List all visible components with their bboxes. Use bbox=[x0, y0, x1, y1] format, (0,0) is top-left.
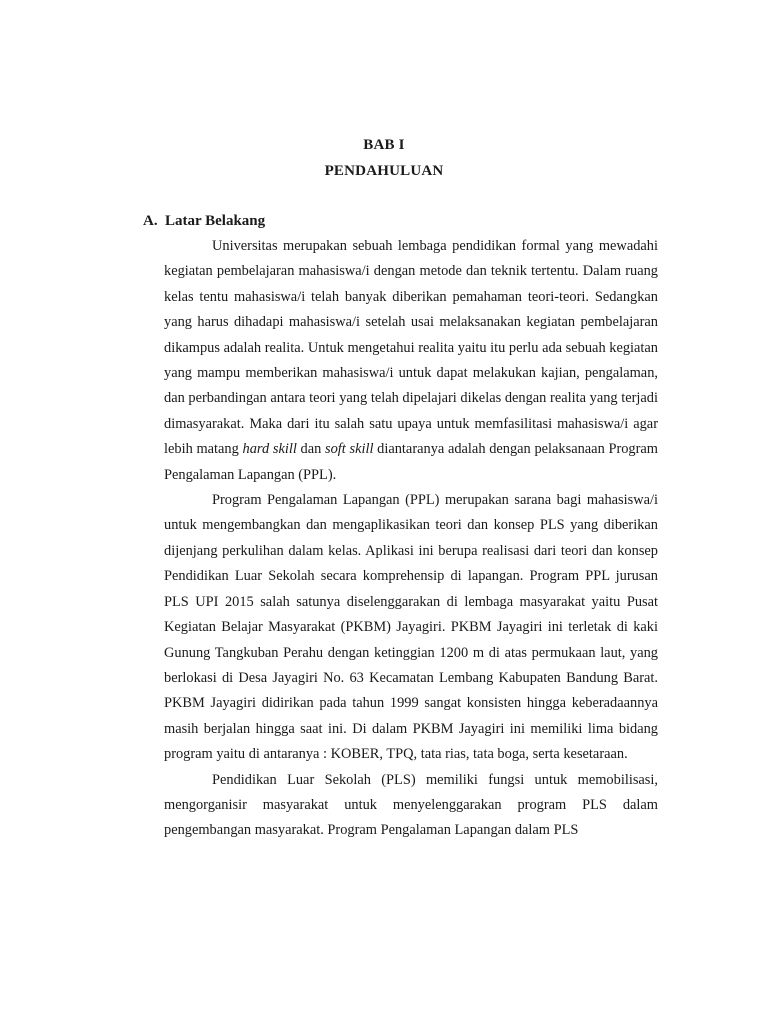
paragraph-2: Program Pengalaman Lapangan (PPL) merupakan sarana bagi mahasiswa/i untuk mengembangkan dan mengaplikasikan teori dan konsep PLS yang diberikan dijenjang perkulihan dalam kelas. Aplikasi ini berupa realisasi dari teori dan konsep Pendidikan Luar Sekolah secara komprehensip di lapangan. Program PPL jurusan PLS UPI 2015 salah satunya diselenggarakan di lembaga masyarakat yaitu Pusat Kegiatan Belajar Masyarakat (PKBM) Jayagiri. PKBM Jayagiri ini terletak di kaki Gunung Tangkuban Perahu dengan ketinggian 1200 m di atas permukaan laut, yang berlokasi di Desa Jayagiri No. 63 Kecamatan Lembang Kabupaten Bandung Barat. PKBM Jayagiri didirikan pada tahun 1999 sangat konsisten hingga keberadaannya masih berjalan hingga saat ini. Di dalam PKBM Jayagiri ini memiliki lima bidang program yaitu di antaranya : KOBER, TPQ, tata rias, tata boga, serta kesetaraan. bbox=[164, 492, 658, 763]
paragraph-3: Pendidikan Luar Sekolah (PLS) memiliki fungsi untuk memobilisasi, mengorganisir masyarakat untuk menyelenggarakan program PLS dalam pengembangan masyarakat. Program Pengalaman Lapangan dalam PLS bbox=[164, 771, 658, 839]
paragraph-1-text-a: Universitas merupakan sebuah lembaga pendidikan formal yang mewadahi kegiatan pembelajaran mahasiswa/i dengan metode dan teknik tertentu. Dalam ruang kelas tentu mahasiswa/i telah banyak diberikan pemahaman teori-teori. Sedangkan yang harus dihadapi mahasiswa/i setelah usai melaksanakan kegiatan pembelajaran dikampus adalah realita. Untuk mengetahui realita yaitu itu perlu ada sebuah kegiatan yang mampu memberikan mahasiswa/i untuk dapat melakukan kajian, pengalaman, dan perbandingan antara teori yang telah dipelajari dikelas dengan realita yang terjadi dimasyarakat. Maka dari itu salah satu upaya untuk memfasilitasi mahasiswa/i agar lebih matang bbox=[164, 238, 658, 458]
paragraph-1-text-c: diantaranya adalah dengan pelaksanaan Program Pengalaman Lapangan (PPL). bbox=[164, 441, 659, 483]
chapter-number: BAB I bbox=[363, 137, 405, 153]
soft-skill-term: soft skill bbox=[325, 441, 374, 458]
chapter-title: PENDAHULUAN bbox=[324, 163, 444, 179]
body-text bbox=[164, 234, 658, 844]
hard-skill-term: hard skill bbox=[242, 441, 297, 458]
section-title: Latar Belakang bbox=[165, 213, 266, 229]
paragraph-1-text-b: dan bbox=[296, 441, 325, 458]
section-heading bbox=[143, 213, 265, 230]
section-letter: A. bbox=[143, 213, 158, 229]
paragraph-1 bbox=[164, 234, 658, 488]
